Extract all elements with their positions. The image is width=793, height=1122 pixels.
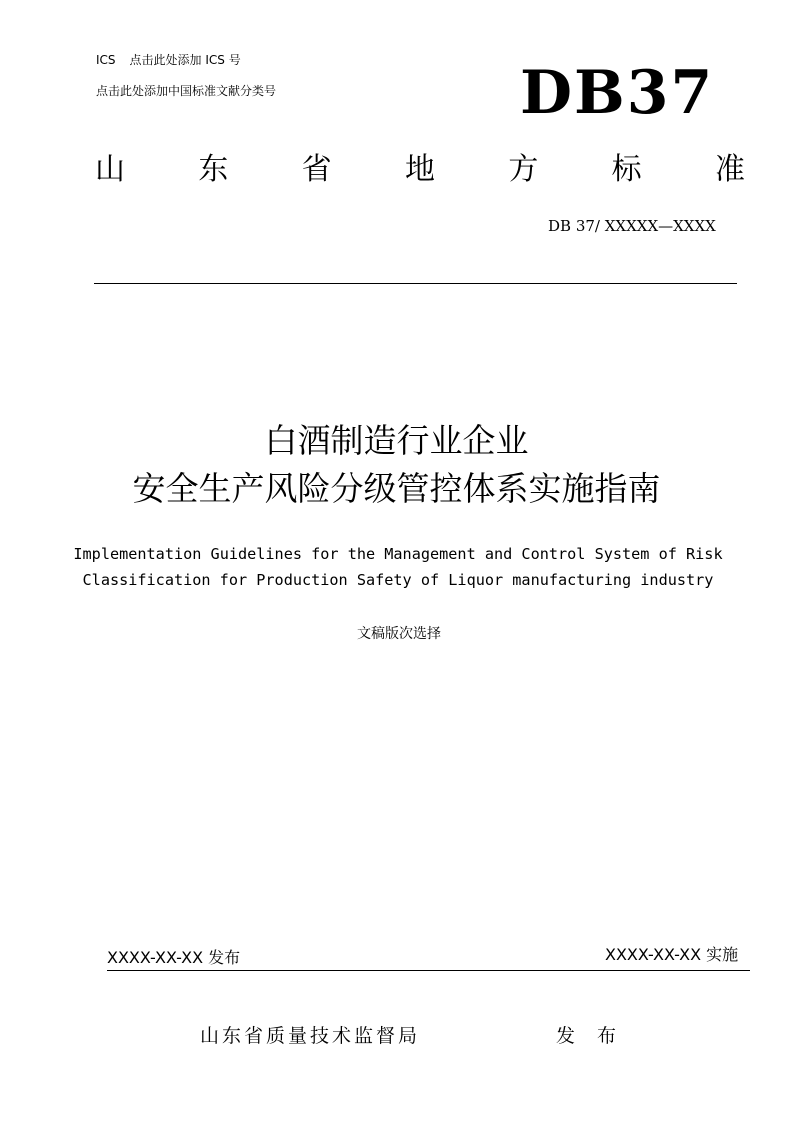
standard-name-char: 山 xyxy=(95,152,125,187)
issuing-authority: 山东省质量技术监督局 xyxy=(200,1025,421,1047)
standard-name-char: 东 xyxy=(198,152,229,187)
footer-divider xyxy=(107,970,750,971)
document-title-line-1[interactable]: 白酒制造行业企业 xyxy=(264,421,529,460)
issue-label: 发 布 xyxy=(556,1025,625,1047)
standard-mark: DB37 xyxy=(520,58,715,128)
publish-date[interactable]: XXXX-XX-XX 发布 xyxy=(107,948,241,967)
standard-name-char: 准 xyxy=(714,152,745,187)
english-title-line-2[interactable]: Classification for Production Safety of Liquor manufacturing industry xyxy=(82,571,714,589)
standard-name-char: 地 xyxy=(404,152,435,187)
standard-name-char: 省 xyxy=(301,152,332,187)
ics-label: ICS xyxy=(96,53,116,67)
draft-version-selector[interactable]: 文稿版次选择 xyxy=(357,626,441,642)
implement-date[interactable]: XXXX-XX-XX 实施 xyxy=(605,945,739,964)
ccs-placeholder[interactable]: 点击此处添加中国标准文献分类号 xyxy=(96,84,277,98)
document-title-line-2[interactable]: 安全生产风险分级管控体系实施指南 xyxy=(132,469,661,508)
standard-name xyxy=(95,152,745,188)
ics-placeholder[interactable]: 点击此处添加 ICS 号 xyxy=(129,53,241,67)
ics-line xyxy=(96,51,241,68)
standard-name-char: 标 xyxy=(611,152,642,187)
standard-code[interactable]: DB 37/ XXXXX—XXXX xyxy=(548,217,716,235)
standard-name-char: 方 xyxy=(508,152,539,187)
english-title-line-1[interactable]: Implementation Guidelines for the Management and Control System of Risk xyxy=(73,545,723,563)
header-divider xyxy=(94,283,737,284)
